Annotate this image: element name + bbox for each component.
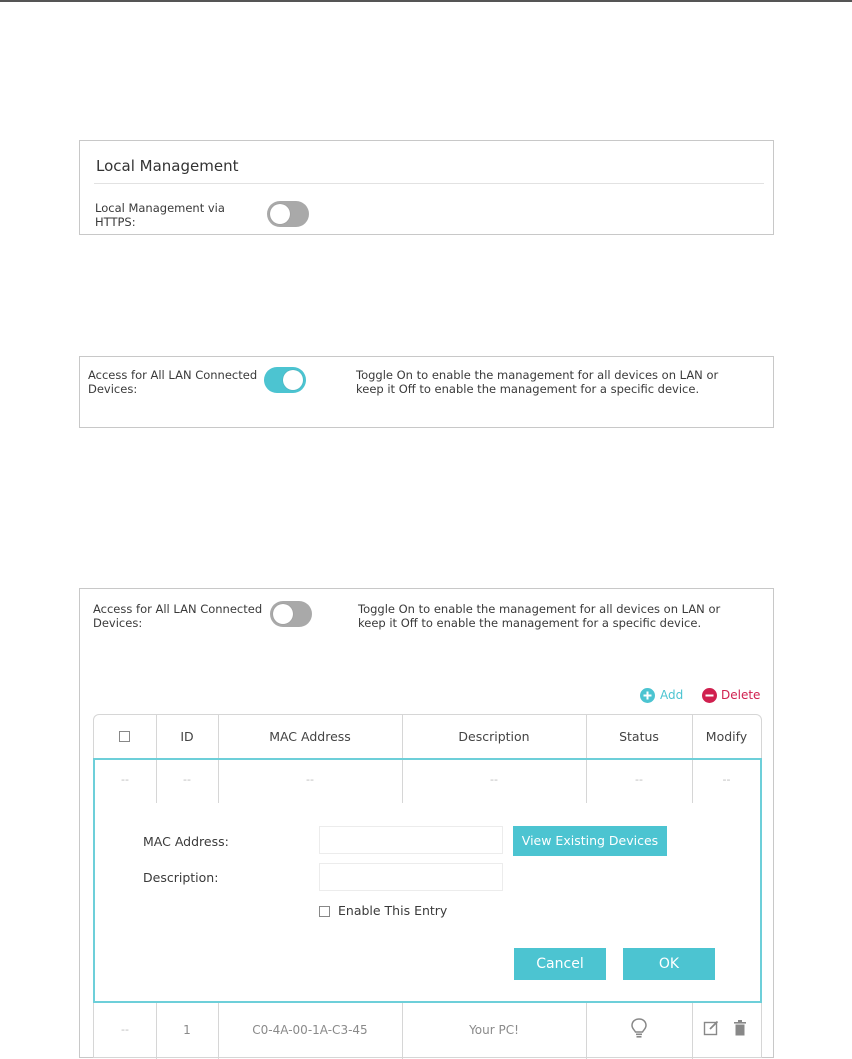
- mac-input[interactable]: [319, 826, 503, 854]
- mac-label: MAC Address:: [143, 834, 229, 849]
- status-bulb-icon[interactable]: [630, 1017, 648, 1039]
- toggle-knob: [270, 204, 290, 224]
- placeholder-cell: --: [490, 773, 498, 786]
- table-row: [94, 1003, 761, 1059]
- enable-entry-label: Enable This Entry: [338, 903, 448, 918]
- access-label: Access for All LAN Connected Devices:: [88, 368, 258, 396]
- edit-icon[interactable]: [703, 1020, 719, 1036]
- trash-icon[interactable]: [734, 1020, 746, 1036]
- row-id: 1: [183, 1023, 191, 1037]
- header-id: ID: [180, 729, 194, 744]
- header-description: Description: [458, 729, 530, 744]
- description-label: Description:: [143, 870, 219, 885]
- row-select-cell: --: [121, 1023, 129, 1036]
- section-divider: [94, 183, 764, 184]
- add-label: Add: [660, 688, 684, 702]
- header-modify: Modify: [705, 729, 748, 744]
- row-mac: C0-4A-00-1A-C3-45: [252, 1023, 368, 1037]
- access-help-text: Toggle On to enable the management for all devices on LAN or keep it Off to enable the management for a specific device.: [356, 368, 719, 396]
- view-existing-devices-button[interactable]: View Existing Devices: [513, 826, 667, 856]
- access-on-panel: [79, 356, 774, 428]
- access-toggle[interactable]: [270, 601, 312, 627]
- cancel-button[interactable]: Cancel: [514, 948, 606, 980]
- section-title: Local Management: [96, 157, 239, 175]
- delete-label: Delete: [721, 688, 761, 702]
- access-help-text: Toggle On to enable the management for all devices on LAN or keep it Off to enable the management for a specific device.: [358, 602, 721, 630]
- select-all-checkbox[interactable]: [119, 731, 130, 742]
- plus-circle-icon: [640, 688, 655, 703]
- table-header: [94, 715, 761, 759]
- header-status: Status: [619, 729, 659, 744]
- header-mac: MAC Address: [269, 729, 351, 744]
- ok-button[interactable]: OK: [623, 948, 715, 980]
- header-select-cell: [94, 715, 156, 759]
- row-description: Your PC!: [469, 1023, 519, 1037]
- local-management-panel: [79, 140, 774, 235]
- enable-entry-checkbox[interactable]: [319, 906, 330, 917]
- placeholder-cell: --: [306, 773, 314, 786]
- https-label: Local Management via HTTPS:: [95, 201, 225, 229]
- https-toggle[interactable]: [267, 201, 309, 227]
- placeholder-cell: --: [722, 773, 731, 786]
- page-top-rule: [0, 0, 852, 2]
- access-label: Access for All LAN Connected Devices:: [93, 602, 263, 630]
- placeholder-cell: --: [183, 773, 191, 786]
- toggle-knob: [283, 370, 303, 390]
- access-toggle[interactable]: [264, 367, 306, 393]
- placeholder-cell: --: [121, 773, 129, 786]
- minus-circle-icon: [702, 688, 717, 703]
- description-input[interactable]: [319, 863, 503, 891]
- edit-entry-panel: [93, 758, 762, 1003]
- placeholder-cell: --: [635, 773, 643, 786]
- toggle-knob: [273, 604, 293, 624]
